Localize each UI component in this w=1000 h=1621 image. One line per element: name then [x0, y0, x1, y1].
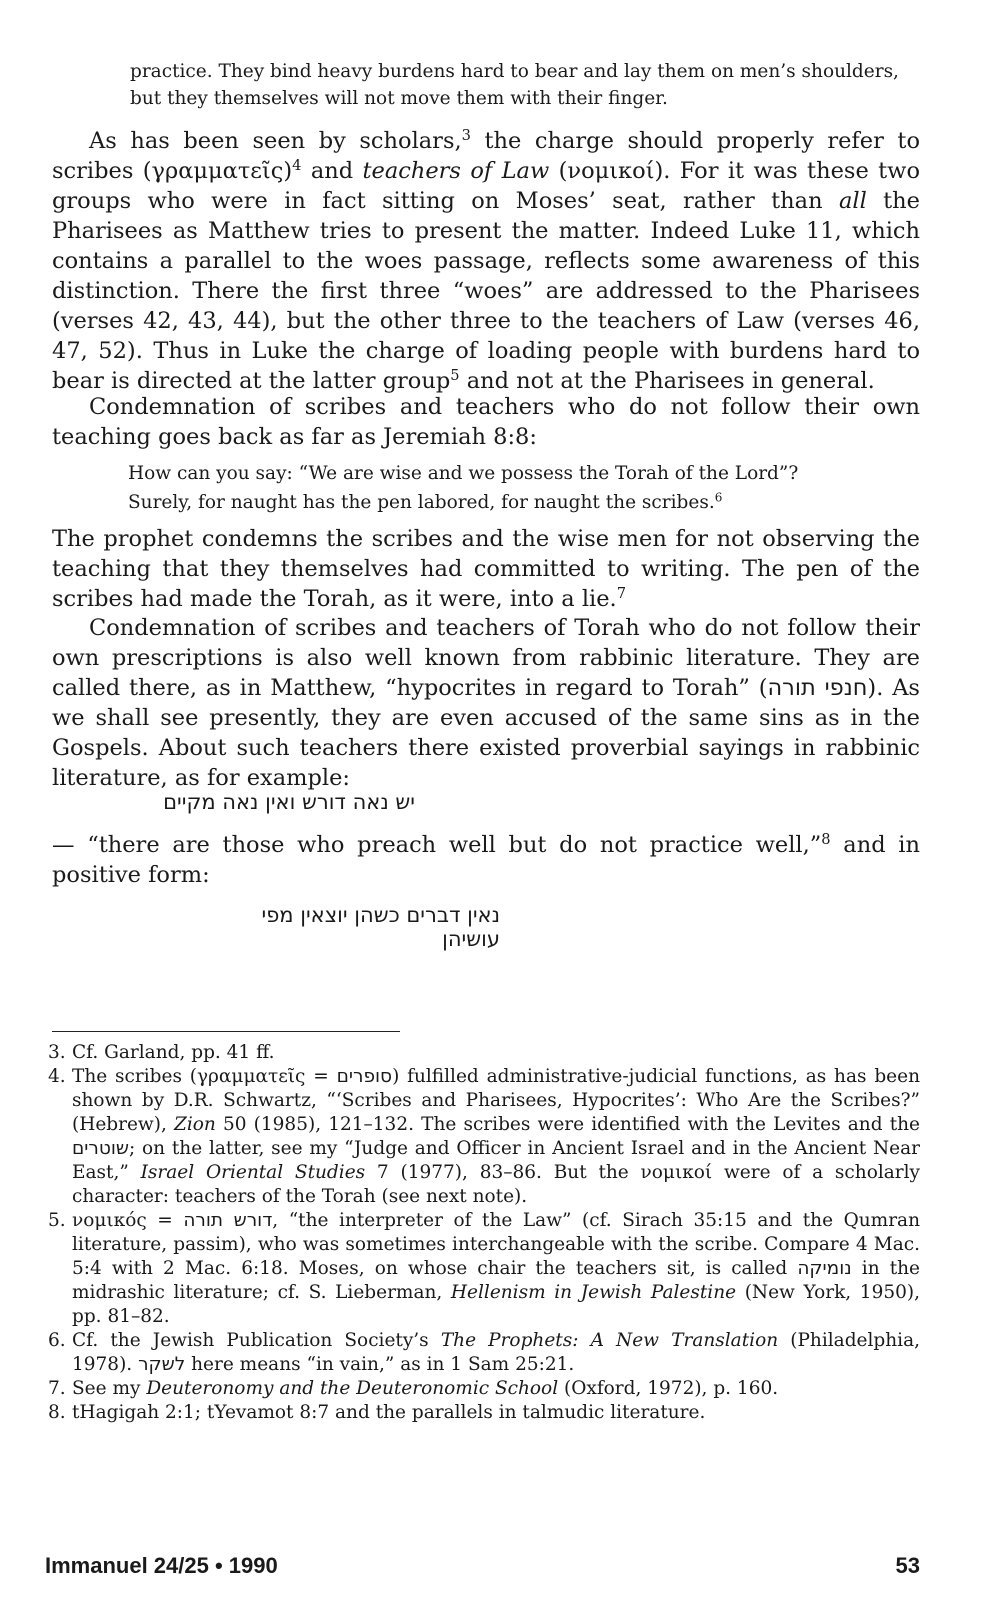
- hebrew-term: סופרים: [336, 1066, 393, 1087]
- footnote-text-run: The scribes (γραμματεῖς =: [72, 1066, 337, 1087]
- block-quote-line-2: Surely, for naught has the pen labored, for naught the scribes.$^6$: [128, 490, 723, 513]
- paragraph-jeremiah: Condemnation of scribes and teachers who do not follow their own teaching goes back as far as Jeremiah 8:8:: [52, 394, 920, 450]
- footnote-text-run: νομικός =: [72, 1210, 184, 1231]
- footnote-text-run: ) fulfilled administrative-judicial functions, as has been shown by D.R. Schwartz, “‘Scribes and Pharisees, Hypocrites’: Who Are the Scribes?” (Hebrew),: [72, 1066, 920, 1135]
- footnote-number: 3.: [48, 1042, 66, 1063]
- footnote-ref-4[interactable]: 4: [292, 156, 302, 174]
- footnote-text: [72, 1401, 920, 1425]
- footnote-ref-5[interactable]: 5: [450, 366, 460, 384]
- footnote-text-run: 50 (1985), 121–132. The scribes were identified with the Levites and the: [215, 1114, 921, 1135]
- footnote-text-run: Cf. the Jewish Publication Society’s: [72, 1330, 441, 1351]
- footnote-text-run: tHagigah 2:1; tYevamot 8:7 and the parallels in talmudic literature.: [72, 1402, 706, 1423]
- italic-title: Hellenism in Jewish Palestine: [450, 1282, 737, 1303]
- footnote: [48, 1065, 920, 1209]
- block-quote-line-1: How can you say: “We are wise and we possess the Torah of the Lord”?: [128, 463, 799, 484]
- footnote-text-run: (Oxford, 1972), p. 160.: [558, 1378, 779, 1399]
- footnote-text-run: , “the interpreter of the Law” (cf. Sirach 35:15 and the Qumran literature, passim), who was sometimes interchangeable with the scribe. Compare 4 Mac. 5:4 with 2 Mac. 6:18. Moses, on whose chair the teachers sit, is called: [72, 1210, 920, 1279]
- footnote-divider: [52, 1031, 400, 1032]
- footnote-text: [72, 1065, 920, 1209]
- footnote: [48, 1377, 920, 1401]
- footnote: [48, 1209, 920, 1329]
- footnote-text: [72, 1329, 920, 1377]
- hebrew-term: נומיקה: [797, 1258, 852, 1279]
- footnote-number: 7.: [48, 1378, 66, 1399]
- footnote-text: [72, 1041, 920, 1065]
- hebrew-term: דורש תורה: [183, 1210, 273, 1231]
- footnote-text-run: (New York, 1950), pp. 81–82.: [72, 1282, 920, 1327]
- footnote: [48, 1041, 920, 1065]
- footnote-number: 4.: [48, 1066, 66, 1087]
- block-quote-jeremiah: [128, 459, 920, 517]
- footnote-number: 8.: [48, 1402, 66, 1423]
- footnote-text-run: 7 (1977), 83–86. But the νομικοί were of a scholarly character: teachers of the Torah (see next note).: [72, 1162, 920, 1207]
- page-number: 53: [895, 1553, 920, 1578]
- footnote-ref-3[interactable]: 3: [461, 126, 471, 144]
- footnote-ref-6[interactable]: 6: [714, 490, 723, 505]
- footnote-text-run: here means “in vain,” as in 1 Sam 25:21.: [185, 1354, 575, 1375]
- italic-title: Zion: [174, 1114, 216, 1135]
- hebrew-saying-2: נאין דברים כשהן יוצאין מפי עושיהן: [261, 903, 500, 951]
- footnotes: [48, 1041, 920, 1425]
- italic-title: Deuteronomy and the Deuteronomic School: [146, 1378, 559, 1399]
- hebrew-phrase-hypocrites: חנפי תורה: [767, 675, 868, 701]
- footnote-text: [72, 1209, 920, 1329]
- footnote-text-run: ; on the latter, see my “Judge and Officer in Ancient Israel and in the Ancient Near East,”: [72, 1138, 920, 1183]
- footnote-ref-7[interactable]: 7: [616, 584, 626, 602]
- paragraph-scribes-charge: As has been seen by scholars,$^3$ the charge should properly refer to scribes (γραμματεῖς)$^4$ and teachers of Law (νομικοί). For it was these two groups who were in fact sitting on Moses’ seat, rather than all the Pharisees as Matthew tries to present the matter. Indeed Luke 11, which contains a parallel to the woes passage, reflects some awareness of this distinction. There the first three “woes” are addressed to the Pharisees (verses 42, 43, 44), but the other three to the teachers of Law (verses 46, 47, 52). Thus in Luke the charge of loading people with burdens hard to bear is directed at the latter group$^5$ and not at the Pharisees in general.: [52, 126, 920, 394]
- footnote-ref-8[interactable]: 8: [821, 830, 831, 848]
- footnote-text: [72, 1377, 920, 1401]
- journal-footer: Immanuel 24/25 • 1990: [45, 1553, 278, 1578]
- italic-title: The Prophets: A New Translation: [440, 1330, 779, 1351]
- footnote-text-run: (Philadelphia, 1978).: [72, 1330, 920, 1375]
- hebrew-saying-1: יש נאה דורש ואין נאה מקיים: [163, 790, 415, 814]
- paragraph-prophet-condemns: The prophet condemns the scribes and the wise men for not observing the teaching that they themselves had committed to writing. The pen of the scribes had made the Torah, as it were, into a lie.$^7$: [52, 526, 920, 612]
- footnote: [48, 1401, 920, 1425]
- footnote: [48, 1329, 920, 1377]
- footnote-number: 5.: [48, 1210, 66, 1231]
- paragraph-rabbinic-literature: Condemnation of scribes and teachers of Torah who do not follow their own prescriptions is also well known from rabbinic literature. They are called there, as in Matthew, “hypocrites in regard to Torah” (חנפי תורה). As we shall see presently, they are even accused of the same sins as in the Gospels. About such teachers there existed proverbial sayings in rabbinic literature, as for example:: [52, 615, 920, 791]
- italic-title: Israel Oriental Studies: [140, 1162, 366, 1183]
- footnote-text-run: in the midrashic literature; cf. S. Lieberman,: [72, 1258, 920, 1303]
- footnote-text-run: Cf. Garland, pp. 41 ff.: [72, 1042, 275, 1063]
- opening-quote-continuation: practice. They bind heavy burdens hard to bear and lay them on men’s shoulders, but they themselves will not move them with their finger.: [130, 61, 899, 109]
- paragraph-preach-well: — “there are those who preach well but do not practice well,”$^8$ and in positive form:: [52, 830, 920, 888]
- footnote-text-run: See my: [72, 1378, 147, 1399]
- footnote-number: 6.: [48, 1330, 66, 1351]
- hebrew-term: שוטרים: [72, 1138, 129, 1159]
- hebrew-term: לשקר: [138, 1354, 186, 1375]
